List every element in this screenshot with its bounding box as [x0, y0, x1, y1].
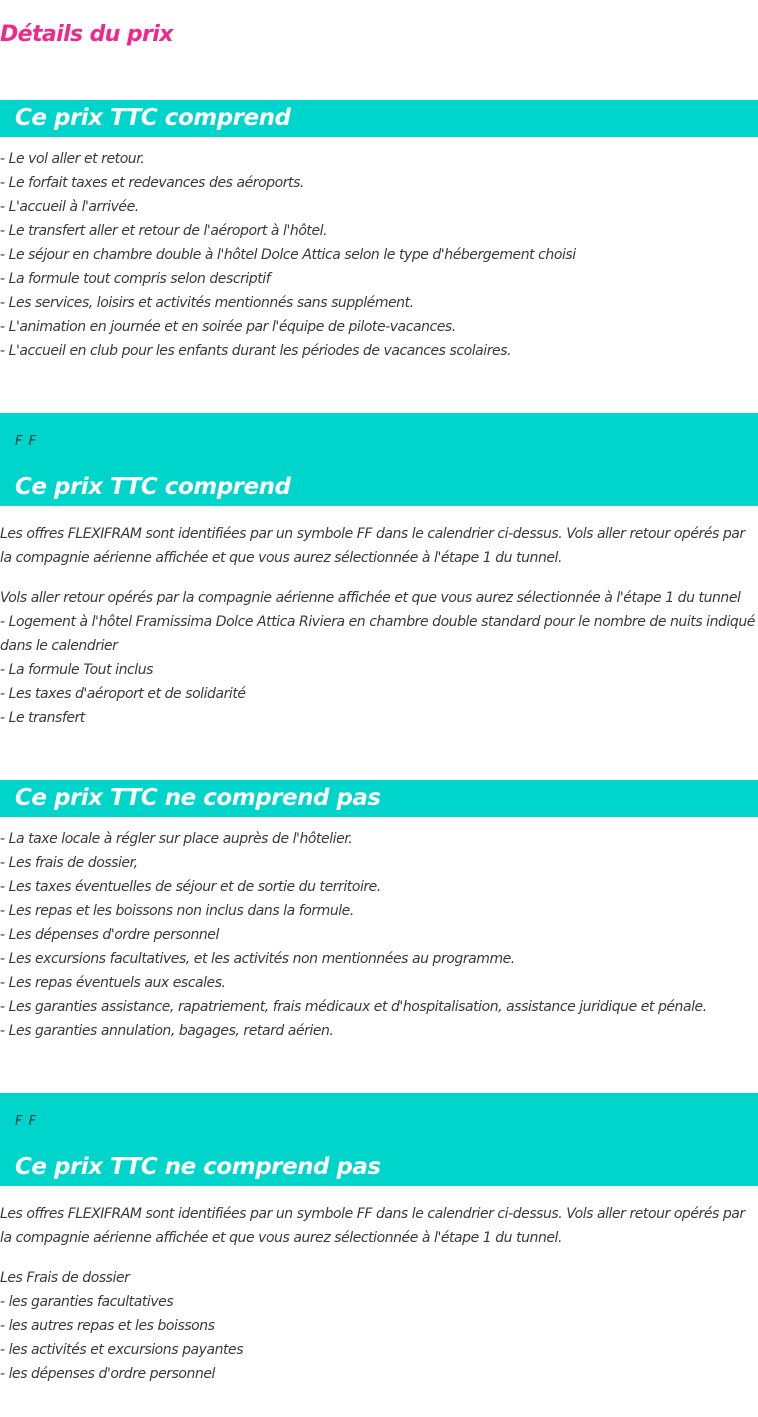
section-heading: Ce prix TTC ne comprend pas	[15, 1154, 381, 1180]
flexifram-intro: Les offres FLEXIFRAM sont identifiées par un symbole FF dans le calendrier ci-dessus. Vols aller retour opérés par la compagnie aérienne affichée et que vous aurez sélectionnée à l'étape 1 du tunnel.	[0, 1206, 745, 1246]
section-header-price-includes	[0, 100, 758, 137]
flexifram-includes-list	[0, 586, 758, 730]
list-item: - La formule tout compris selon descriptif	[0, 271, 271, 287]
list-item: - les garanties facultatives	[0, 1294, 174, 1310]
list-item: - La formule Tout inclus	[0, 662, 153, 678]
page-title: Détails du prix	[0, 22, 173, 47]
list-item: - Logement à l'hôtel Framissima Dolce Attica Riviera en chambre double standard pour le nombre de nuits indiqué dans le calendrier	[0, 614, 755, 654]
section-header-flexifram-excludes	[0, 1093, 758, 1186]
section-header-flexifram-includes	[0, 413, 758, 506]
list-item: - Le forfait taxes et redevances des aéroports.	[0, 175, 304, 191]
list-item: - Les dépenses d'ordre personnel	[0, 927, 219, 943]
list-item: - Le vol aller et retour.	[0, 151, 145, 167]
list-item: - L'accueil à l'arrivée.	[0, 199, 139, 215]
list-item: - Les services, loisirs et activités mentionnés sans supplément.	[0, 295, 414, 311]
list-item: - L'accueil en club pour les enfants durant les périodes de vacances scolaires.	[0, 343, 512, 359]
list-item: - Le transfert	[0, 710, 85, 726]
section-heading: Ce prix TTC comprend	[15, 105, 291, 131]
list-item: - Le transfert aller et retour de l'aéroport à l'hôtel.	[0, 223, 328, 239]
price-excludes-list	[0, 827, 758, 1043]
list-item: - Les frais de dossier,	[0, 855, 138, 871]
details-text: Les Frais de dossier	[0, 1270, 130, 1286]
flexifram-badge: F F	[15, 434, 38, 449]
list-item: - La taxe locale à régler sur place auprès de l'hôtelier.	[0, 831, 353, 847]
list-item: - Les repas et les boissons non inclus dans la formule.	[0, 903, 354, 919]
list-item: - L'animation en journée et en soirée par l'équipe de pilote-vacances.	[0, 319, 456, 335]
section-heading: Ce prix TTC comprend	[15, 474, 291, 500]
flexifram-badge: F F	[15, 1114, 38, 1129]
flexifram-intro: Les offres FLEXIFRAM sont identifiées par un symbole FF dans le calendrier ci-dessus. Vols aller retour opérés par la compagnie aérienne affichée et que vous aurez sélectionnée à l'étape 1 du tunnel.	[0, 526, 745, 566]
list-item: - Les garanties annulation, bagages, retard aérien.	[0, 1023, 334, 1039]
list-item: - Le séjour en chambre double à l'hôtel Dolce Attica selon le type d'hébergement choisi	[0, 247, 576, 263]
list-item: - Les garanties assistance, rapatriement, frais médicaux et d'hospitalisation, assistance juridique et pénale.	[0, 999, 707, 1015]
section-heading: Ce prix TTC ne comprend pas	[15, 785, 381, 811]
list-item: - Les repas éventuels aux escales.	[0, 975, 226, 991]
list-item: - Les taxes éventuelles de séjour et de sortie du territoire.	[0, 879, 381, 895]
section-header-price-excludes	[0, 780, 758, 817]
list-item: - Les excursions facultatives, et les activités non mentionnées au programme.	[0, 951, 515, 967]
list-item: - les activités et excursions payantes	[0, 1342, 244, 1358]
flexifram-excludes-list	[0, 1266, 758, 1386]
price-includes-list	[0, 147, 758, 363]
list-item: - les autres repas et les boissons	[0, 1318, 215, 1334]
list-item: - les dépenses d'ordre personnel	[0, 1366, 216, 1382]
list-item: - Les taxes d'aéroport et de solidarité	[0, 686, 246, 702]
details-text: Vols aller retour opérés par la compagnie aérienne affichée et que vous aurez sélectionnée à l'étape 1 du tunnel	[0, 590, 741, 606]
